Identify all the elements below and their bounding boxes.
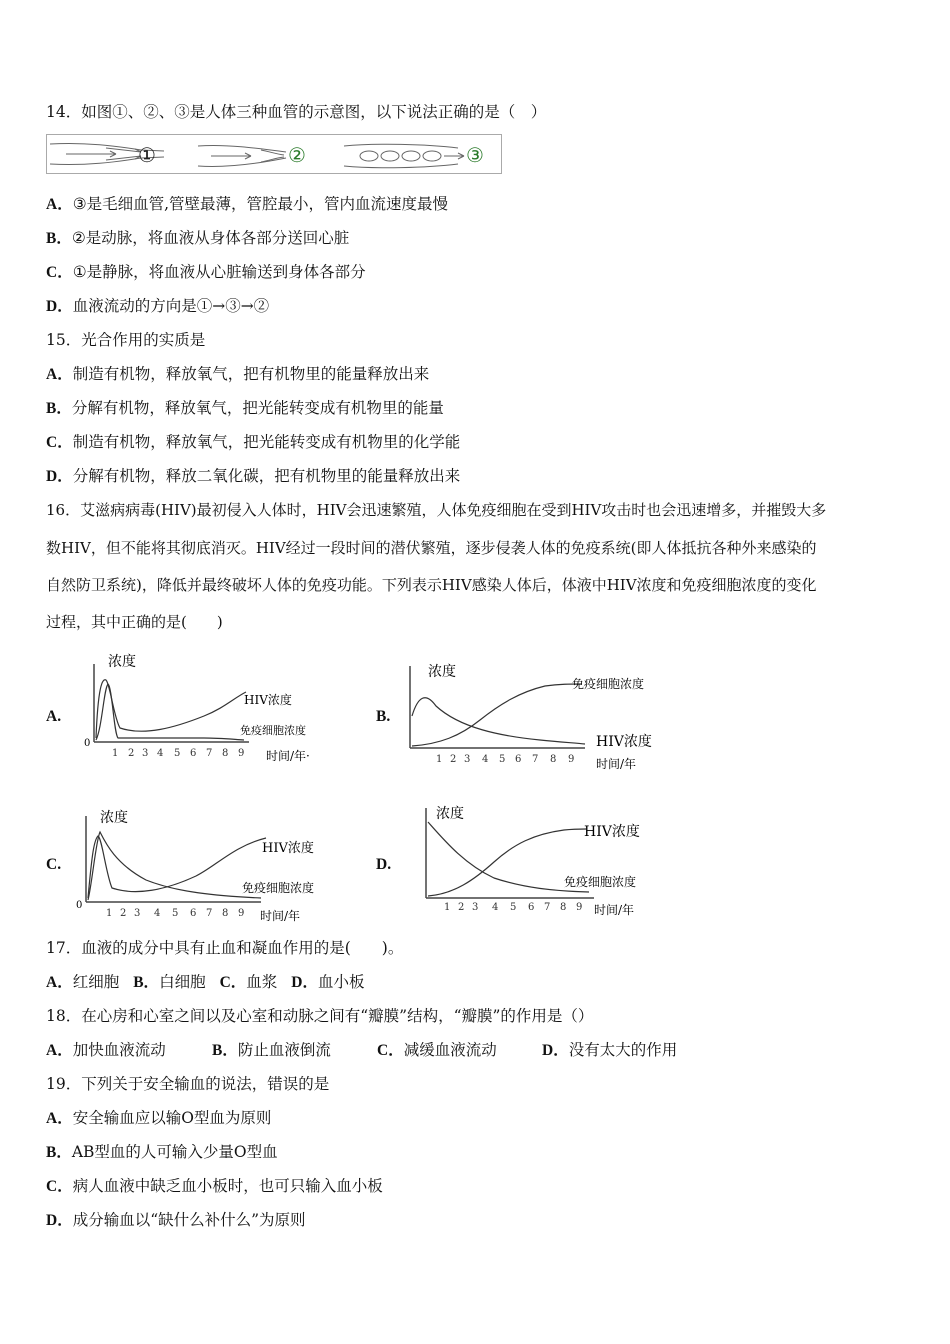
y-axis-label: 浓度 — [100, 810, 128, 826]
tick-8: 8 — [560, 902, 567, 913]
origin-label: 0 — [76, 900, 83, 911]
tick-1: 1 — [112, 748, 119, 759]
tick-1: 1 — [436, 754, 443, 765]
hiv-label: HIV浓度 — [596, 734, 652, 750]
tick-1: 1 — [106, 908, 113, 919]
x-axis-label: 时间/年 — [594, 903, 635, 917]
x-axis-label: 时间/年 — [260, 909, 301, 923]
q19-option-d[interactable] — [46, 1210, 306, 1231]
vessel-label-2: ② — [288, 143, 306, 167]
q16-stem-line-2: 数HIV，但不能将其彻底消灭。HIV经过一段时间的潜伏繁殖，逐步侵袭人体的免疫系统(即人体抵抗各种外来感染的 — [46, 539, 817, 557]
tick-7: 7 — [206, 748, 213, 759]
vessel-label-1: ① — [138, 143, 156, 167]
chart-b-label[interactable]: B. — [376, 708, 391, 725]
tick-8: 8 — [222, 908, 229, 919]
hiv-curve — [412, 698, 585, 744]
q19-option-a[interactable] — [46, 1108, 271, 1129]
tick-9: 9 — [238, 748, 245, 759]
q15-stem: 15．光合作用的实质是 — [46, 331, 206, 349]
tick-9: 9 — [576, 902, 583, 913]
tick-8: 8 — [550, 754, 557, 765]
tick-7: 7 — [206, 908, 213, 919]
option-text: 血液流动的方向是①→③→② — [72, 297, 270, 315]
immune-label: 免疫细胞浓度 — [240, 724, 306, 737]
immune-curve — [412, 684, 582, 746]
option-label: A． — [46, 974, 73, 991]
q17-option-b[interactable] — [133, 973, 205, 991]
option-text: 白细胞 — [159, 973, 206, 991]
option-label: B． — [46, 230, 72, 247]
immune-label: 免疫细胞浓度 — [572, 677, 645, 691]
q18-option-a[interactable] — [46, 1040, 166, 1061]
option-label: B． — [46, 1144, 72, 1161]
tick-5: 5 — [172, 908, 179, 919]
chart-c-label[interactable]: C. — [46, 856, 62, 873]
tick-2: 2 — [128, 748, 135, 759]
option-text: AB型血的人可输入少量O型血 — [71, 1143, 278, 1161]
tick-4: 4 — [482, 754, 489, 765]
chart-d[interactable] — [414, 800, 684, 924]
option-label: C． — [46, 1178, 73, 1195]
option-label: D． — [46, 1212, 73, 1229]
chart-a[interactable] — [84, 648, 344, 772]
option-label: D． — [542, 1042, 569, 1059]
tick-8: 8 — [222, 748, 229, 759]
q18-option-b[interactable] — [212, 1040, 331, 1061]
q16-stem-line-4: 过程，其中正确的是( ) — [46, 613, 223, 631]
hiv-curve — [428, 829, 586, 896]
q18-stem: 18．在心房和心室之间以及心室和动脉之间有“瓣膜”结构，“瓣膜”的作用是（） — [46, 1007, 594, 1025]
q19-option-c[interactable] — [46, 1176, 383, 1197]
option-text: 制造有机物，释放氧气，把有机物里的能量释放出来 — [72, 365, 430, 383]
q15-option-b[interactable] — [46, 398, 444, 419]
y-axis-label: 浓度 — [436, 806, 464, 822]
q18-option-c[interactable] — [377, 1040, 497, 1061]
tick-6: 6 — [515, 754, 522, 765]
q16-stem-line-3: 自然防卫系统)，降低并最终破坏人体的免疫功能。下列表示HIV感染人体后，体液中HIV浓度和免疫细胞浓度的变化 — [46, 576, 817, 594]
option-label: C． — [219, 974, 247, 991]
tick-1: 1 — [444, 902, 451, 913]
option-text: 加快血液流动 — [72, 1041, 166, 1059]
option-text: 制造有机物，释放氧气，把光能转变成有机物里的化学能 — [72, 433, 461, 451]
tick-3: 3 — [134, 908, 141, 919]
tick-5: 5 — [510, 902, 517, 913]
option-label: C． — [377, 1042, 404, 1059]
q15-option-a[interactable] — [46, 364, 429, 385]
option-text: 分解有机物，释放二氧化碳，把有机物里的能量释放出来 — [72, 467, 461, 485]
immune-label: 免疫细胞浓度 — [564, 875, 637, 889]
option-label: A． — [46, 1110, 73, 1127]
hiv-label: HIV浓度 — [244, 693, 292, 707]
option-label: B． — [46, 400, 72, 417]
q19-stem: 19．下列关于安全输血的说法，错误的是 — [46, 1075, 330, 1093]
tick-9: 9 — [568, 754, 575, 765]
option-text: 血小板 — [318, 973, 365, 991]
chart-c[interactable] — [76, 804, 346, 928]
q15-option-c[interactable] — [46, 432, 460, 453]
tick-3: 3 — [142, 748, 149, 759]
tick-4: 4 — [492, 902, 499, 913]
option-text: 安全输血应以输O型血为原则 — [72, 1109, 272, 1127]
option-label: A． — [46, 366, 73, 383]
option-text: 防止血液倒流 — [237, 1041, 331, 1059]
tick-6: 6 — [190, 908, 197, 919]
y-axis-label: 浓度 — [428, 664, 456, 680]
option-label: A． — [46, 1042, 73, 1059]
vessel-label-3: ③ — [466, 143, 484, 167]
q14-stem: 14．如图①、②、③是人体三种血管的示意图，以下说法正确的是（ ） — [46, 103, 547, 121]
x-axis-label: 时间/年 — [596, 757, 637, 771]
tick-5: 5 — [174, 748, 181, 759]
chart-a-label[interactable]: A. — [46, 708, 62, 725]
option-text: 红细胞 — [72, 973, 120, 991]
tick-7: 7 — [532, 754, 539, 765]
hiv-label: HIV浓度 — [262, 841, 314, 856]
tick-3: 3 — [464, 754, 471, 765]
option-label: C． — [46, 264, 73, 281]
option-label: B． — [212, 1042, 238, 1059]
option-label: B． — [133, 974, 160, 991]
tick-6: 6 — [528, 902, 535, 913]
option-label: C． — [46, 434, 73, 451]
option-text: ①是静脉，将血液从心脏输送到身体各部分 — [72, 263, 366, 281]
option-text: ②是动脉，将血液从身体各部分送回心脏 — [71, 229, 350, 247]
tick-3: 3 — [472, 902, 479, 913]
tick-2: 2 — [450, 754, 457, 765]
tick-4: 4 — [157, 748, 164, 759]
option-text: 减缓血液流动 — [403, 1041, 497, 1059]
chart-d-label[interactable]: D. — [376, 856, 392, 873]
q17-options-row — [46, 972, 365, 993]
q15-option-d[interactable] — [46, 466, 460, 487]
hiv-label: HIV浓度 — [584, 824, 640, 840]
tick-4: 4 — [154, 908, 161, 919]
blood-vessel-figure — [46, 134, 506, 182]
q16-stem-line-1: 16．艾滋病病毒(HIV)最初侵入人体时，HIV会迅速繁殖，人体免疫细胞在受到HIV攻击时也会迅速增多，并摧毁大多 — [46, 501, 827, 519]
tick-7: 7 — [544, 902, 551, 913]
tick-9: 9 — [238, 908, 245, 919]
option-text: 分解有机物，释放氧气，把光能转变成有机物里的能量 — [71, 399, 444, 417]
tick-6: 6 — [190, 748, 197, 759]
q14-option-d[interactable] — [46, 296, 269, 317]
immune-label: 免疫细胞浓度 — [242, 881, 315, 895]
immune-curve — [96, 684, 244, 740]
q14-option-a[interactable] — [46, 194, 448, 215]
chart-b[interactable] — [400, 656, 680, 780]
option-text: 没有太大的作用 — [568, 1041, 678, 1059]
x-axis-label: 时间/年· — [266, 749, 310, 763]
tick-2: 2 — [458, 902, 465, 913]
tick-5: 5 — [499, 754, 506, 765]
q18-option-d[interactable] — [542, 1040, 677, 1061]
q17-stem: 17．血液的成分中具有止血和凝血作用的是( )。 — [46, 939, 404, 957]
option-label: A． — [46, 196, 73, 213]
origin-label: 0 — [84, 738, 91, 749]
immune-curve — [88, 832, 261, 900]
option-text: ③是毛细血管,管壁最薄，管腔最小，管内血流速度最慢 — [72, 195, 449, 213]
q17-option-a[interactable] — [46, 973, 119, 991]
option-label: D． — [46, 298, 73, 315]
option-text: 成分输血以“缺什么补什么”为原则 — [72, 1211, 306, 1229]
option-label: D． — [291, 974, 318, 991]
option-text: 病人血液中缺乏血小板时，也可只输入血小板 — [72, 1177, 383, 1195]
q17-option-c[interactable] — [220, 973, 278, 991]
hiv-curve — [96, 680, 246, 738]
tick-2: 2 — [120, 908, 127, 919]
q14-option-b[interactable] — [46, 228, 349, 249]
option-text: 血浆 — [246, 973, 278, 991]
q17-option-d[interactable] — [291, 973, 364, 991]
y-axis-label: 浓度 — [108, 654, 136, 670]
q14-option-c[interactable] — [46, 262, 366, 283]
q19-option-b[interactable] — [46, 1142, 278, 1163]
option-label: D． — [46, 468, 73, 485]
